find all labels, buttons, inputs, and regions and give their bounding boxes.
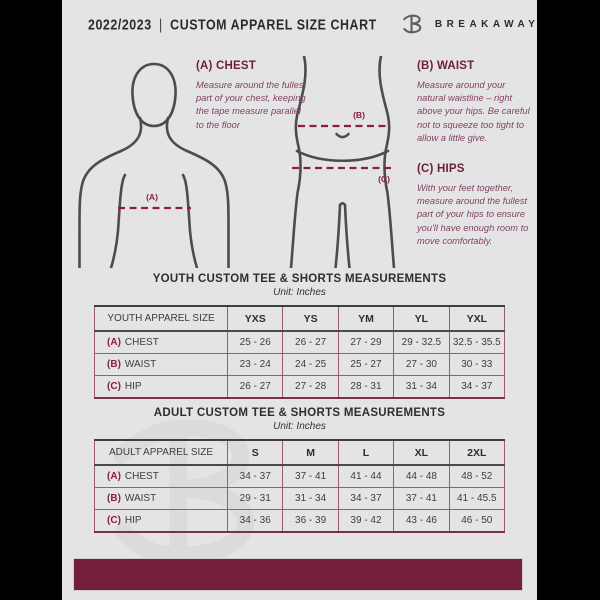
cell: 36 - 39: [283, 510, 338, 533]
adult-size-table: [94, 439, 505, 533]
adult-header-s: S: [228, 440, 283, 465]
row-label: WAIST: [124, 493, 157, 504]
cell: 25 - 26: [228, 331, 283, 354]
cell: 28 - 31: [338, 376, 393, 399]
cell: 25 - 27: [338, 354, 393, 376]
cell: 26 - 27: [283, 331, 338, 354]
youth-header-yl: YL: [394, 306, 449, 331]
adult-table-unit: Unit: Inches: [273, 421, 326, 432]
size-chart-page: [62, 0, 540, 600]
cell: 41 - 45.5: [449, 488, 504, 510]
cell: 29 - 31: [228, 488, 283, 510]
cell: 34 - 36: [228, 510, 283, 533]
cell: 44 - 48: [394, 465, 449, 488]
row-label-cell: [95, 354, 228, 376]
hips-line-label: (C): [378, 174, 390, 184]
instruction-chest-text: Measure around the fullest part of your chest, keeping the tape measure parallel to the floor: [196, 80, 307, 130]
adult-header-xl: XL: [394, 440, 449, 465]
cell: 39 - 42: [338, 510, 393, 533]
cell: 32.5 - 35.5: [449, 331, 504, 354]
youth-hip-row: [95, 376, 505, 399]
cell: 37 - 41: [283, 465, 338, 488]
youth-header-yxl: YXL: [449, 306, 504, 331]
cell: 34 - 37: [449, 376, 504, 399]
cell: 30 - 33: [449, 354, 504, 376]
row-key: (B): [107, 493, 121, 504]
row-key: (B): [107, 359, 121, 370]
row-label-cell: [95, 510, 228, 533]
youth-table-section: [62, 273, 537, 399]
adult-header-size: ADULT APPAREL SIZE: [95, 440, 228, 465]
youth-header-yxs: YXS: [228, 306, 283, 331]
row-label: WAIST: [124, 359, 157, 370]
youth-table-title: YOUTH CUSTOM TEE & SHORTS MEASUREMENTS: [152, 273, 447, 285]
row-label-cell: [95, 376, 228, 399]
waist-line-label: (B): [353, 110, 365, 120]
instruction-hips: [417, 163, 531, 248]
chest-line-label: (A): [146, 192, 158, 202]
instruction-hips-heading: (C) HIPS: [417, 163, 465, 175]
cell: 24 - 25: [283, 354, 338, 376]
adult-header-2xl: 2XL: [449, 440, 504, 465]
adult-table-title: ADULT CUSTOM TEE & SHORTS MEASUREMENTS: [153, 407, 446, 419]
row-label-cell: [95, 488, 228, 510]
adult-waist-row: [95, 488, 505, 510]
header-title: [88, 16, 377, 33]
adult-header-row: [95, 440, 505, 465]
brand-lockup: [402, 11, 540, 37]
figure-navel: [337, 134, 349, 137]
cell: 29 - 32.5: [394, 331, 449, 354]
youth-table-unit: Unit: Inches: [273, 287, 326, 298]
cell: 48 - 52: [449, 465, 504, 488]
adult-chest-row: [95, 465, 505, 488]
cell: 43 - 46: [394, 510, 449, 533]
youth-header-ys: YS: [283, 306, 338, 331]
youth-chest-row: [95, 331, 505, 354]
header-separator: |: [159, 15, 163, 33]
instruction-chest-heading: (A) CHEST: [196, 60, 256, 72]
instruction-waist-text: Measure around your natural waistline – right above your hips. Be careful not to squeeze too tight to allow a little give.: [417, 80, 530, 143]
cell: 27 - 29: [338, 331, 393, 354]
brand-name: BREAKAWAY: [434, 18, 540, 30]
youth-header-row: [95, 306, 505, 331]
row-key: (C): [107, 515, 121, 526]
row-label-cell: [95, 331, 228, 354]
row-label: HIP: [124, 515, 142, 526]
cell: 46 - 50: [449, 510, 504, 533]
cell: 26 - 27: [228, 376, 283, 399]
instruction-waist-heading: (B) WAIST: [417, 60, 475, 72]
row-key: (A): [107, 471, 121, 482]
cell: 37 - 41: [394, 488, 449, 510]
adult-header-m: M: [283, 440, 338, 465]
youth-size-table: [94, 305, 505, 399]
footer-bar: [73, 558, 523, 591]
cell: 23 - 24: [228, 354, 283, 376]
instruction-chest: [196, 60, 310, 132]
adult-table-section: [62, 407, 537, 533]
cell: 31 - 34: [283, 488, 338, 510]
row-key: (A): [107, 337, 121, 348]
instruction-waist: [417, 60, 531, 145]
cell: 31 - 34: [394, 376, 449, 399]
cell: 34 - 37: [338, 488, 393, 510]
row-label: CHEST: [124, 337, 159, 348]
youth-header-size: YOUTH APPAREL SIZE: [95, 306, 228, 331]
cell: 27 - 30: [394, 354, 449, 376]
adult-hip-row: [95, 510, 505, 533]
page-title: CUSTOM APPAREL SIZE CHART: [170, 15, 377, 33]
row-label: CHEST: [124, 471, 159, 482]
instruction-hips-text: With your feet together, measure around the fullest part of your hips to ensure you'll have enough room to move comfortably.: [417, 183, 529, 246]
cell: 27 - 28: [283, 376, 338, 399]
row-label: HIP: [124, 381, 142, 392]
cell: 41 - 44: [338, 465, 393, 488]
figure-head: [132, 64, 175, 126]
youth-waist-row: [95, 354, 505, 376]
cell: 34 - 37: [228, 465, 283, 488]
youth-header-ym: YM: [338, 306, 393, 331]
row-key: (C): [107, 381, 121, 392]
figure-waistband: [297, 151, 388, 161]
page-header: [62, 0, 540, 48]
breakaway-b-logo-icon: [402, 11, 428, 37]
row-label-cell: [95, 465, 228, 488]
adult-header-l: L: [338, 440, 393, 465]
header-year: 2022/2023: [88, 15, 152, 33]
